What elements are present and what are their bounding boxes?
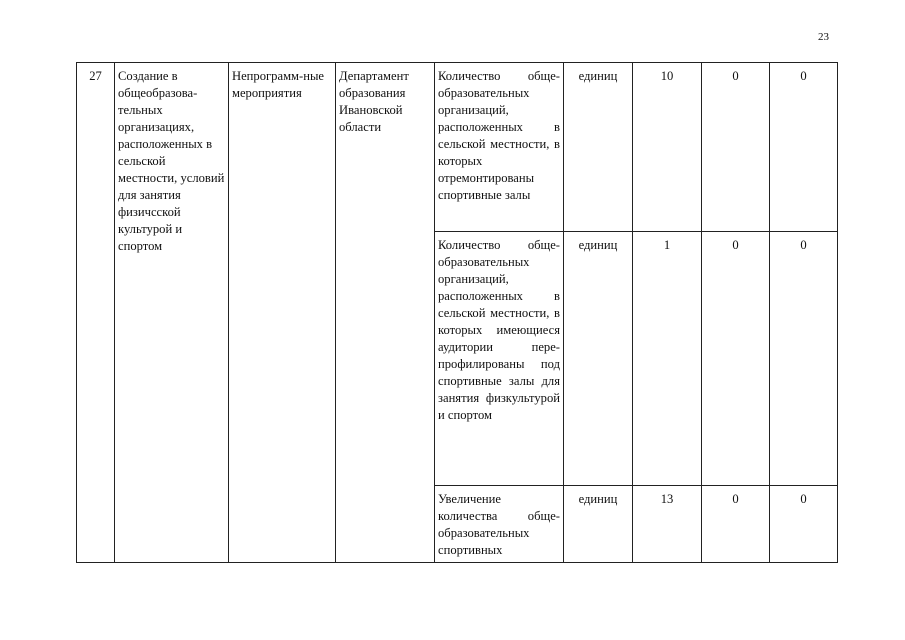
row-number: 27	[77, 63, 115, 563]
indicator-unit: единиц	[564, 232, 633, 486]
event-name: Создание в общеобразова-тельных организациях, расположенных в сельской местности, условий для занятия физичсской культурой и спортом	[115, 63, 229, 563]
indicator-value: 0	[702, 63, 770, 232]
indicator-unit: единиц	[564, 63, 633, 232]
indicator-value: 0	[770, 486, 838, 563]
indicator-name: Количество обще-образовательных организаций, расположенных в сельской местности, в которых отремонтированы спортивные залы	[435, 63, 564, 232]
indicator-value: 0	[770, 63, 838, 232]
indicator-name-cell	[435, 486, 564, 563]
indicator-value: 10	[633, 63, 702, 232]
indicator-value: 1	[633, 232, 702, 486]
program-type: Непрограмм-ные мероприятия	[229, 63, 336, 563]
page-number: 23	[818, 31, 829, 43]
table-row	[77, 63, 838, 232]
indicator-value: 0	[702, 486, 770, 563]
executor: Департамент образования Ивановской области	[336, 63, 435, 563]
indicator-value: 0	[770, 232, 838, 486]
program-table	[76, 62, 838, 563]
indicator-name: Количество обще-образовательных организаций, расположенных в сельской местности, в которых имеющиеся аудитории пере-профилированы под спортивные залы для занятия физкультурой и спортом	[435, 232, 564, 486]
indicator-value: 13	[633, 486, 702, 563]
indicator-name: Увеличение количества обще-образовательных спортивных	[438, 492, 560, 557]
indicator-value: 0	[702, 232, 770, 486]
indicator-unit: единиц	[564, 486, 633, 563]
